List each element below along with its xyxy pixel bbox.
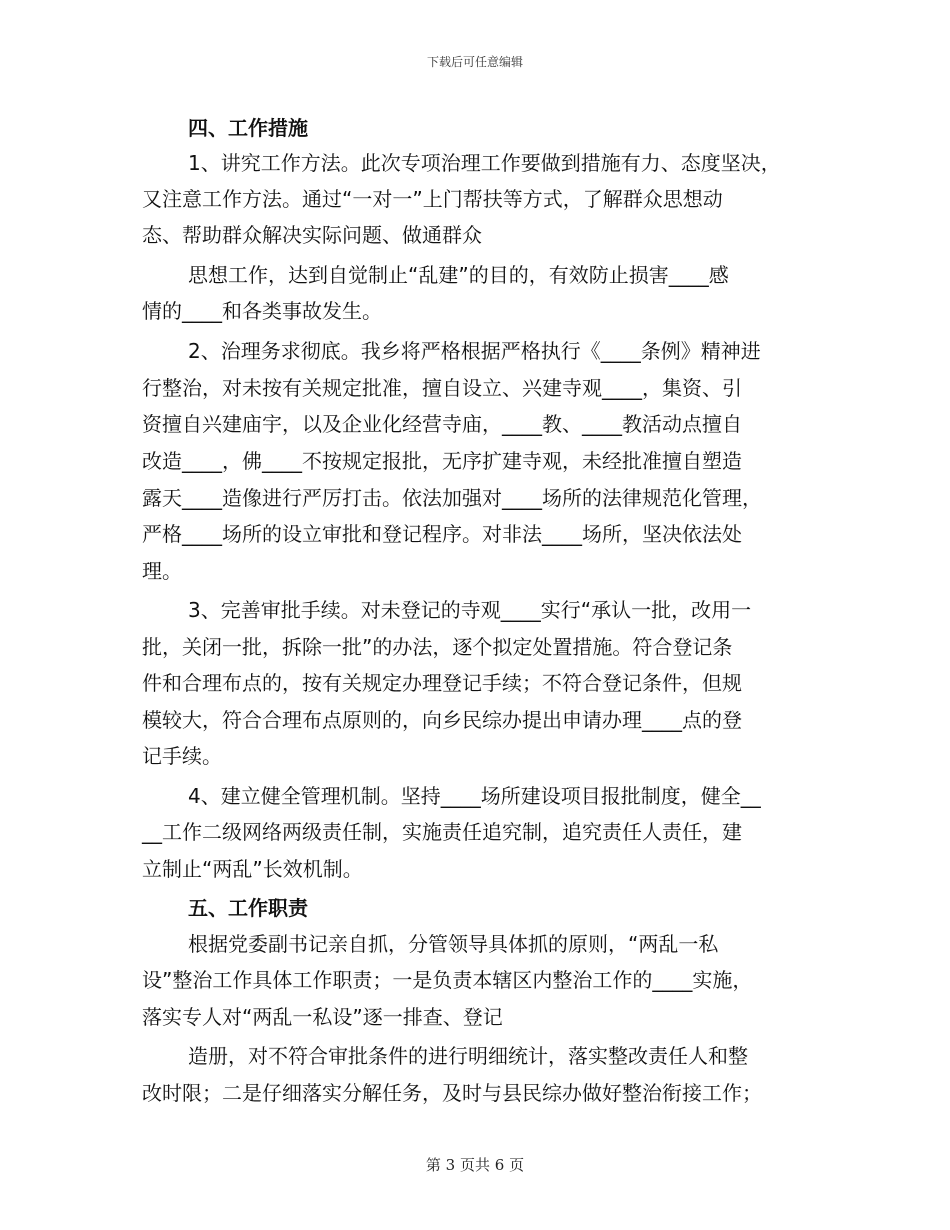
paragraph-line: __工作二级网络两级责任制，实施责任追究制，追究责任人责任，建 [142,820,742,844]
paragraph-line: 严格____场所的设立审批和登记程序。对非法____场所，坚决依法处 [142,522,742,546]
paragraph-line: 造册，对不符合审批条件的进行明细统计，落实整改责任人和整 [188,1044,748,1068]
paragraph-line: 理。 [142,559,182,583]
section-heading: 五、工作职责 [188,896,308,920]
paragraph-line: 设”整治工作具体工作职责；一是负责本辖区内整治工作的____实施， [142,968,753,992]
paragraph-line: 模较大，符合合理布点原则的，向乡民综办提出申请办理____点的登 [142,708,742,732]
paragraph-line: 资擅自兴建庙宇，以及企业化经营寺庙，____教、____教活动点擅自 [142,412,742,436]
page-number-footer: 第 3 页共 6 页 [425,1156,525,1174]
paragraph-line: 露天____造像进行严厉打击。依法加强对____场所的法律规范化管理， [142,486,762,510]
paragraph-line: 改时限；二是仔细落实分解任务，及时与县民综办做好整治衔接工作； [142,1081,762,1105]
paragraph-line: 情的____和各类事故发生。 [142,299,382,323]
paragraph-line: 1、讲究工作方法。此次专项治理工作要做到措施有力、态度坚决， [188,151,781,175]
paragraph-line: 态、帮助群众解决实际问题、做通群众 [142,223,482,247]
paragraph-line: 件和合理布点的，按有关规定办理登记手续；不符合登记条件，但规 [142,671,742,695]
page-header: 下载后可任意编辑 [426,55,523,69]
paragraph-line: 记手续。 [142,744,222,768]
paragraph-line: 又注意工作方法。通过“一对一”上门帮扶等方式，了解群众思想动 [142,187,723,211]
paragraph-line: 行整治，对未按有关规定批准，擅自设立、兴建寺观____，集资、引 [142,376,742,400]
paragraph-line: 批，关闭一批，拆除一批”的办法，逐个拟定处置措施。符合登记条 [142,635,733,659]
paragraph-line: 立制止“两乱”长效机制。 [142,857,363,881]
paragraph-line: 改造____，佛____不按规定报批，无序扩建寺观，未经批准擅自塑造 [142,449,742,473]
paragraph-line: 落实专人对“两乱一私设”逐一排查、登记 [142,1005,503,1029]
paragraph-line: 2、治理务求彻底。我乡将严格根据严格执行《____条例》精神进 [188,339,761,363]
paragraph-line: 3、完善审批手续。对未登记的寺观____实行“承认一批，改用一 [188,598,752,622]
paragraph-line: 4、建立健全管理机制。坚持____场所建设项目报批制度，健全__ [188,784,761,808]
paragraph-line: 根据党委副书记亲自抓，分管领导具体抓的原则，“两乱一私 [188,932,719,956]
section-heading: 四、工作措施 [188,116,308,140]
paragraph-line: 思想工作，达到自觉制止“乱建”的目的，有效防止损害____感 [188,263,729,287]
